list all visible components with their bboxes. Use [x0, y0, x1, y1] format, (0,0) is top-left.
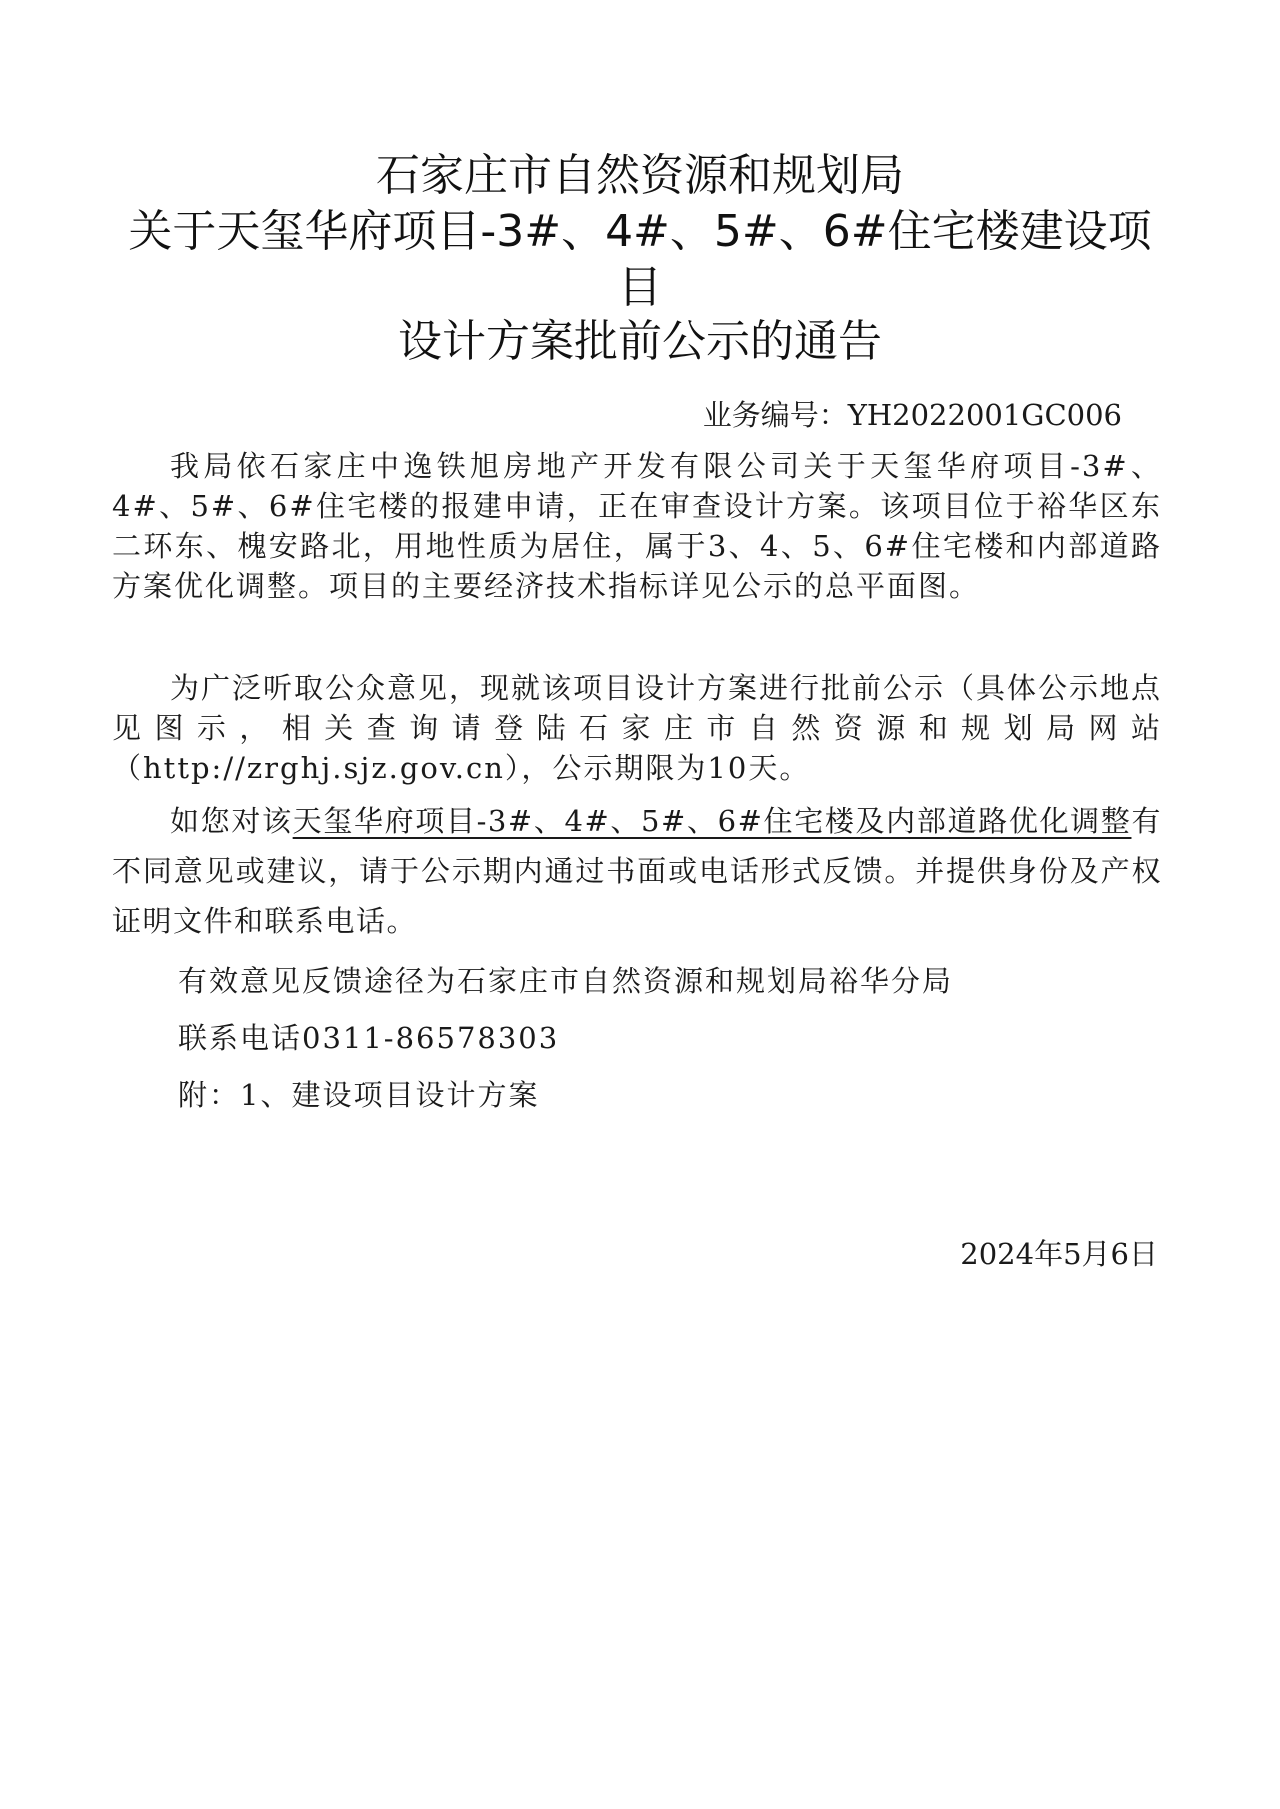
project-name-underlined: 天玺华府项目-3#、4#、5#、6#住宅楼及内部道路优化调整 [292, 804, 1132, 838]
notice-date: 2024年5月6日 [960, 1237, 1158, 1271]
attachment-note: 附：1、建设项目设计方案 [178, 1078, 540, 1112]
notice-title-line-3: 目 [618, 262, 662, 313]
paragraph-application: 我局依石家庄中逸铁旭房地产开发有限公司关于天玺华府项目-3#、4#、5#、6#住宅楼的报建申请，正在审查设计方案。该项目位于裕华区东二环东、槐安路北，用地性质为居住，属于3、4、5、6#住宅楼和内部道路方案优化调整。项目的主要经济技术指标详见公示的总平面图。 [112, 449, 1162, 603]
notice-title-line-1: 石家庄市自然资源和规划局 [376, 150, 904, 201]
notice-title-line-4: 设计方案批前公示的通告 [398, 316, 882, 367]
paragraph-publicity: 为广泛听取公众意见，现就该项目设计方案进行批前公示（具体公示地点见图示，相关查询请登陆石家庄市自然资源和规划局网站（http://zrghj.sjz.gov.cn），公示期限为10天。 [112, 671, 1163, 785]
contact-phone: 联系电话0311-86578303 [178, 1021, 560, 1055]
notice-title-line-2: 关于天玺华府项目-3#、4#、5#、6#住宅楼建设项 [128, 206, 1152, 257]
feedback-channel: 有效意见反馈途径为石家庄市自然资源和规划局裕华分局 [178, 964, 954, 998]
paragraph-feedback-suffix: 有不同意见或建议，请于公示期内通过书面或电话形式反馈。并提供身份及产权证明文件和联系电话。 [112, 804, 1162, 938]
paragraph-feedback [112, 796, 1162, 946]
paragraph-feedback-prefix: 如您对该 [170, 804, 293, 838]
business-number: 业务编号：YH2022001GC006 [702, 398, 1122, 432]
